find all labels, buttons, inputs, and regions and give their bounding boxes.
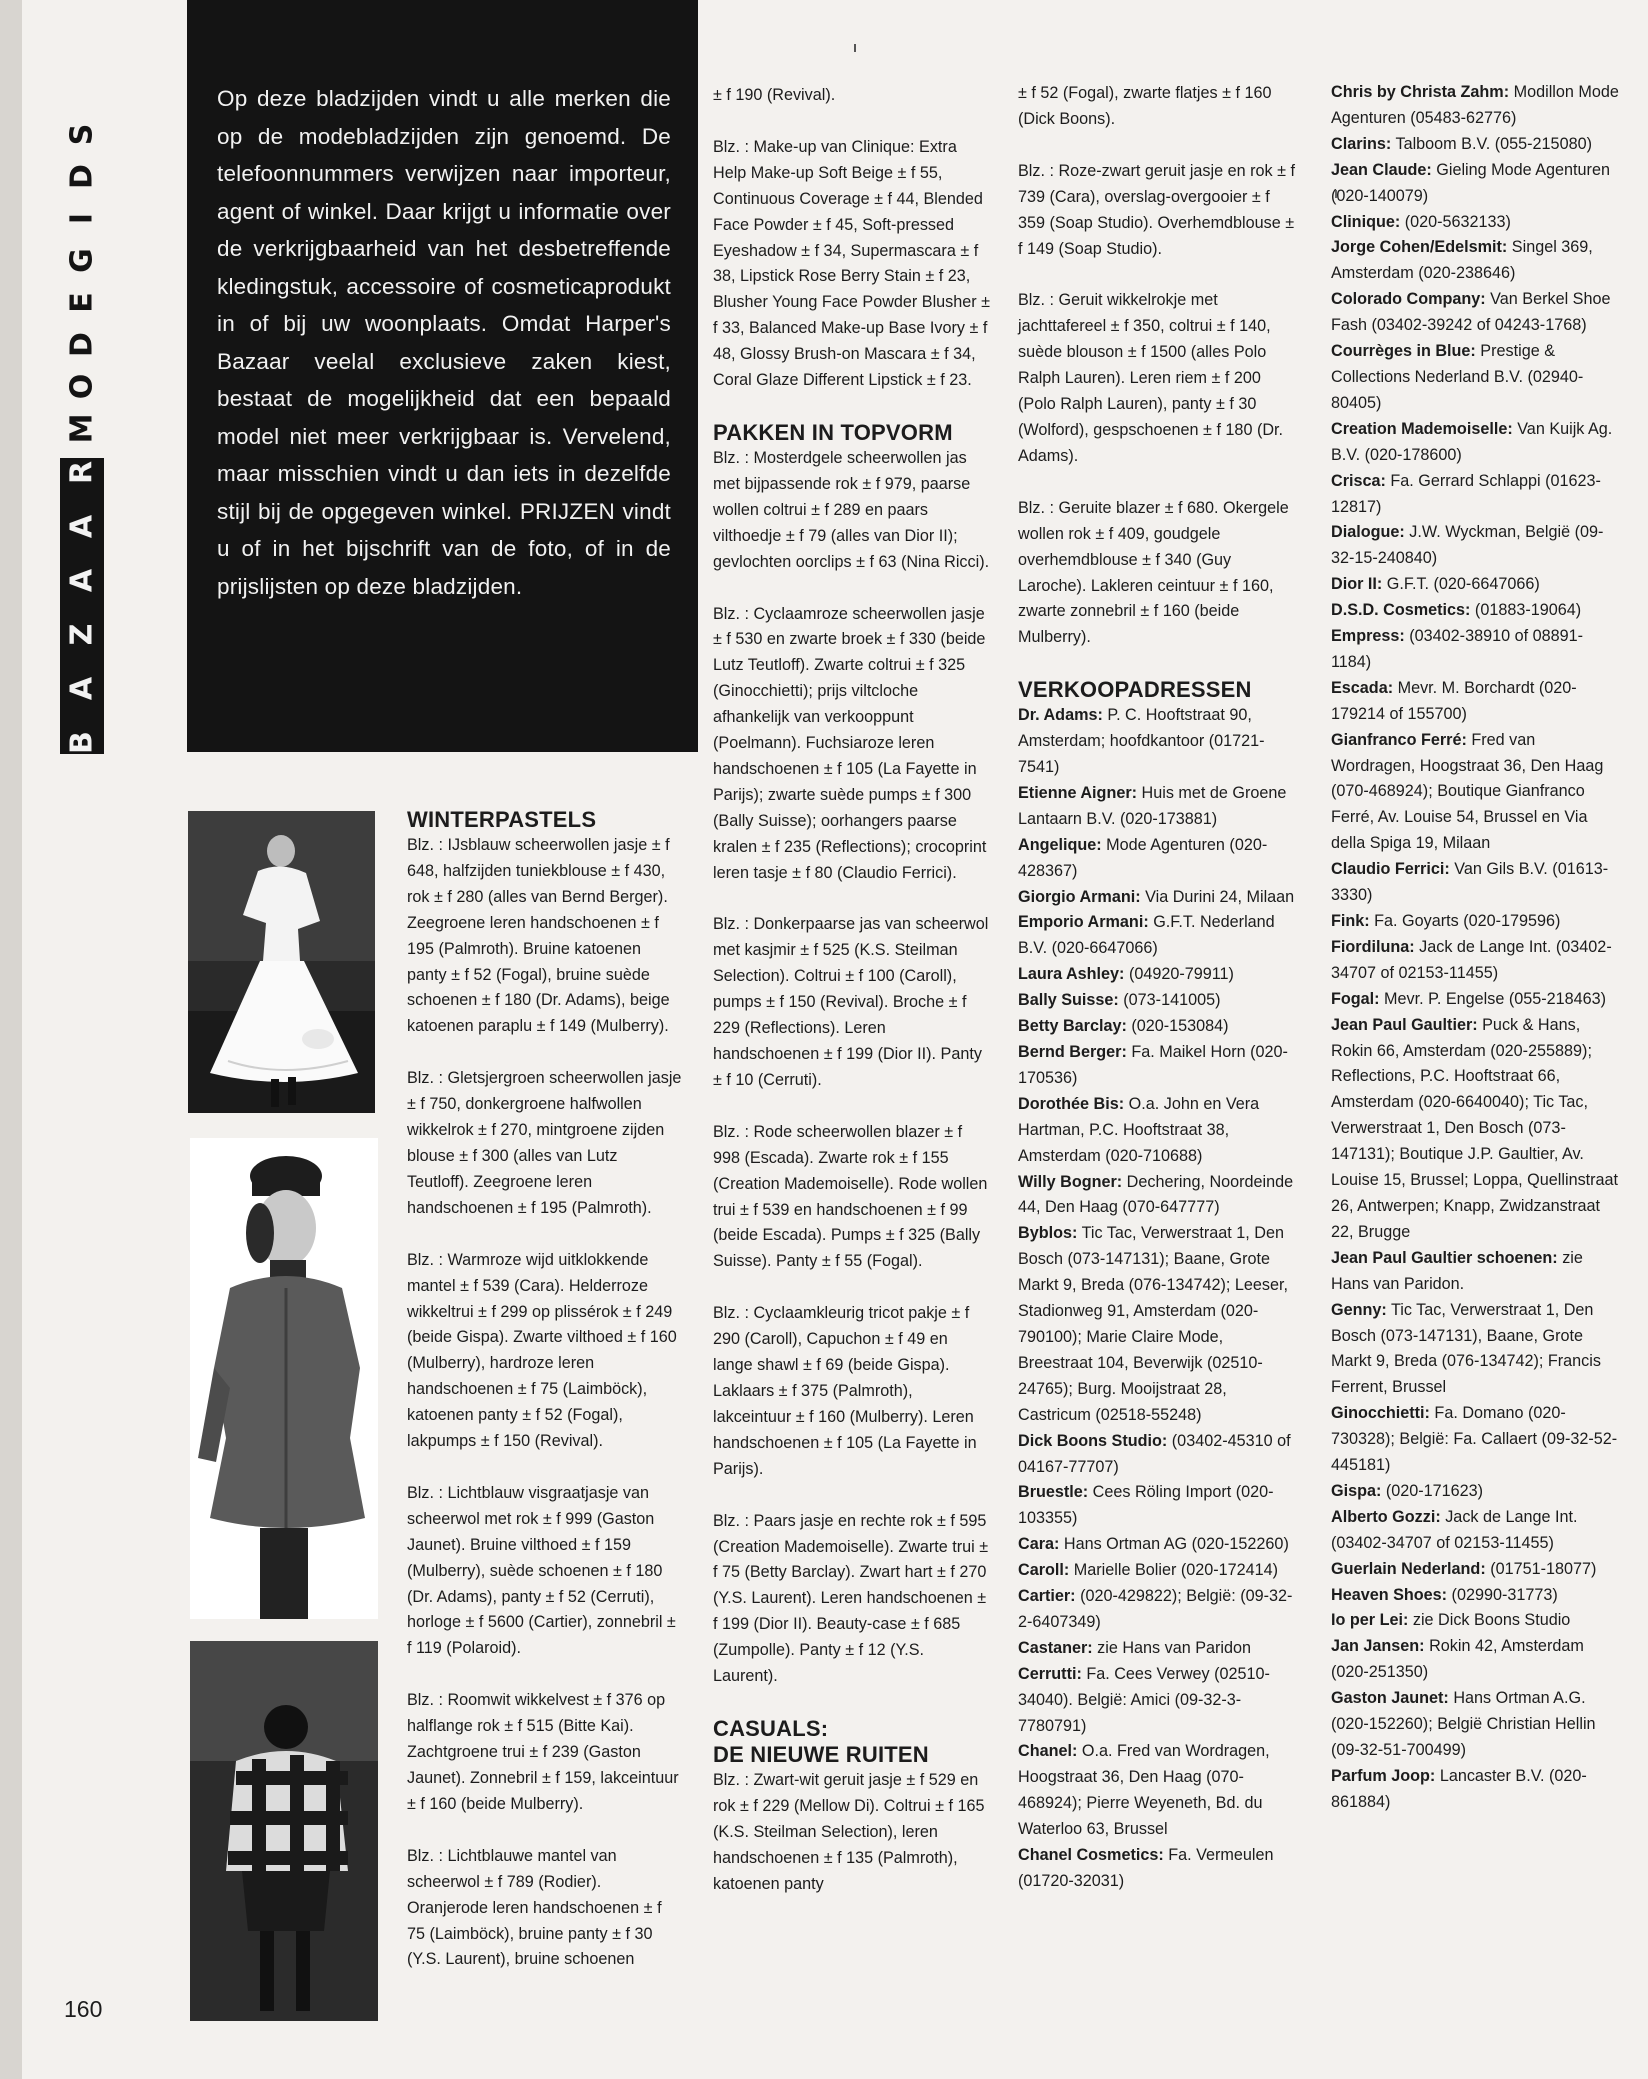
address-brand: Jorge Cohen/Edelsmit: [1331, 238, 1508, 257]
list-item: Blz. : Lichtblauw visgraatjasje van scheerwol met rok ± f 999 (Gaston Jaunet). Bruine vilthoed ± f 159 (Mulberry), suède schoenen ± f 180 (Dr. Adams), panty ± f 52 (Cerruti), horloge ± f 5600 (Cartier), zonnebril ± f 119 (Polaroid). [407, 1483, 676, 1658]
address-entry [1018, 1662, 1298, 1740]
address-details: O.a. Fred van Wordragen, Hoogstraat 36, Den Haag (070-468924); Pierre Weyeneth, Bd. du Waterloo 63, Brussel [1018, 1742, 1270, 1839]
address-brand: Gaston Jaunet: [1331, 1689, 1449, 1708]
address-brand: Escada: [1331, 678, 1394, 697]
address-entry [1018, 910, 1298, 962]
address-brand: Giorgio Armani: [1018, 887, 1141, 906]
address-brand: Chris by Christa Zahm: [1331, 83, 1510, 101]
address-details: Hans Ortman AG (020-152260) [1059, 1535, 1289, 1554]
address-list [1331, 80, 1621, 1816]
address-brand: Courrèges in Blue: [1331, 342, 1476, 361]
address-details: Mode Agenturen (020-428367) [1018, 835, 1268, 880]
address-details: (020-153084) [1126, 1017, 1229, 1036]
address-details: (020-5632133) [1400, 212, 1511, 231]
address-brand: Caroll: [1018, 1561, 1070, 1580]
address-entry [1018, 1480, 1298, 1532]
address-details: (03402-38910 of 08891-1184) [1331, 627, 1583, 671]
address-details: Tic Tac, Verwerstraat 1, Den Bosch (073-147131), Baane, Grote Markt 9, Breda (076-134742); Francis Ferrent, Brussel [1331, 1300, 1601, 1397]
address-entry [1331, 1583, 1621, 1609]
address-brand: Alberto Gozzi: [1331, 1507, 1441, 1526]
list-item: Blz. : Geruite blazer ± f 680. Okergele wollen rok ± f 409, goudgele overhemdblouse ± f 340 (Guy Laroche). Lakleren ceintuur ± f 160, zwarte zonnebril ± f 160 (beide Mulberry). [1018, 498, 1289, 647]
address-entry [1331, 80, 1621, 132]
address-brand: Claudio Ferrici: [1331, 860, 1450, 879]
address-entry [1331, 469, 1621, 521]
address-details: Puck & Hans, Rokin 66, Amsterdam (020-255889); Reflections, P.C. Hooftstraat 66, Amsterdam (020-6640040); Tic Tac, Verwerstraat 1, Den Bosch (073-147131); Boutique J.P. Gaultier, Av. Louise 15, Brussel; Loppa, Quellinstraat 26, Antwerpen; Knapp, Zwidzanstraat 22, Brugge [1331, 1015, 1619, 1241]
address-entry [1018, 781, 1298, 833]
address-brand: Gispa: [1331, 1481, 1382, 1500]
address-entry [1018, 1221, 1298, 1428]
address-details: Prestige & Collections Nederland B.V. (02940-80405) [1331, 342, 1584, 412]
address-details: Fa. Maikel Horn (020-170536) [1018, 1043, 1288, 1087]
list-item: Blz. : Roomwit wikkelvest ± f 376 op halflange rok ± f 515 (Bitte Kai). Zachtgroene trui ± f 239 (Gaston Jaunet). Zonnebril ± f 159, lakceintuur ± f 160 (beide Mulberry). [407, 1691, 679, 1813]
address-brand: Ginocchietti: [1331, 1404, 1430, 1423]
address-brand: Dr. Adams: [1018, 706, 1103, 725]
address-brand: Cerrutti: [1018, 1664, 1082, 1683]
address-details: Fred van Wordragen, Hoogstraat 36, Den Haag (070-468924); Boutique Gianfranco Ferré, Av. Louise 54, Brussel en Via della Spiga 19, Milaan [1331, 730, 1604, 853]
address-details: Jack de Lange Int. (03402-34707 of 02153-11455) [1331, 937, 1612, 982]
list-item: ± f 190 (Revival). [713, 86, 836, 104]
intro-text: Op deze bladzijden vindt u alle merken die op de modebladzijden zijn genoemd. De telefoonnummers verwijzen naar importeur, agent of winkel. Daar krijgt u informatie over de verkrijgbaarheid van het desbetreffende kledingstuk, accessoire of cosmeticaprodukt in of bij uw woonplaats. Omdat Harper's Bazaar veelal exclusieve zaken kiest, bestaat de mogelijkheid dat een bepaald model niet meer verkrijgbaar is. Vervelend, maar misschien vindt u dan iets in dezelfde stijl bij de opgegeven winkel. PRIJZEN vindt u of in het bijschrift van de foto, of in de prijslijsten op deze bladzijden. [217, 86, 671, 599]
address-entry [1331, 1764, 1621, 1816]
address-brand: Genny: [1331, 1300, 1387, 1319]
section-heading-verkoopadressen: VERKOOPADRESSEN [1018, 677, 1252, 703]
list-item: Blz. : Gletsjergroen scheerwollen jasje ± f 750, donkergroene halfwollen wikkelrok ± f 270, mintgroene zijden blouse ± f 300 (alles van Lutz Teutloff). Zeegroene leren handschoenen ± f 195 (Palmroth). [407, 1069, 682, 1217]
section-heading-winterpastels: WINTERPASTELS [407, 807, 597, 832]
address-entry [1018, 1739, 1298, 1843]
address-details: (01883-19064) [1470, 601, 1582, 620]
address-entry [1331, 1246, 1621, 1298]
address-details: Van Kuijk Ag. B.V. (020-178600) [1331, 419, 1613, 464]
address-details: G.F.T. Nederland B.V. (020-6647066) [1018, 913, 1275, 958]
address-details: Modillon Mode Agenturen (05483-62776) [1331, 83, 1619, 127]
column-verkoopadressen [1018, 81, 1298, 1895]
address-details: O.a. John en Vera Hartman, P.C. Hooftstraat 38, Amsterdam (020-710688) [1018, 1094, 1260, 1165]
address-entry [1018, 1040, 1298, 1092]
address-list [1018, 703, 1298, 1895]
address-details: Rokin 42, Amsterdam (020-251350) [1331, 1637, 1584, 1682]
address-details: zie Dick Boons Studio [1408, 1611, 1571, 1630]
address-details: Van Berkel Shoe Fash (03402-39242 of 04243-1768) [1331, 290, 1611, 335]
address-brand: Etienne Aigner: [1018, 783, 1138, 802]
column-winterpastels [407, 807, 683, 1973]
address-details: Fa. Domano (020-730328); België: Fa. Callaert (09-32-52-445181) [1331, 1404, 1618, 1475]
address-brand: Jean Claude: [1331, 160, 1432, 179]
address-entry [1331, 676, 1621, 728]
address-details: Singel 369, Amsterdam (020-238646) [1331, 238, 1593, 283]
address-details: Jack de Lange Int. (03402-34707 of 02153-11455) [1331, 1507, 1578, 1552]
section-heading-pakken: PAKKEN IN TOPVORM [713, 419, 953, 445]
address-brand: Fink: [1331, 912, 1370, 930]
page-edge [0, 0, 22, 2079]
address-entry [1331, 728, 1621, 858]
address-brand: Laura Ashley: [1018, 965, 1125, 984]
address-details: (020-171623) [1381, 1481, 1484, 1500]
address-details: G.F.T. (020-6647066) [1382, 575, 1540, 594]
address-brand: Dorothée Bis: [1018, 1094, 1125, 1113]
address-entry [1018, 1532, 1298, 1558]
address-details: Mevr. P. Engelse (055-218463) [1379, 989, 1607, 1008]
section-heading-casuals-sub: DE NIEUWE RUITEN [713, 1741, 929, 1767]
section-heading-casuals: CASUALS: [713, 1715, 829, 1741]
address-details: (04920-79911) [1124, 965, 1234, 984]
address-entry [1331, 235, 1621, 287]
address-details: (073-141005) [1118, 991, 1221, 1010]
address-entry [1018, 703, 1298, 781]
list-item: Blz. : Geruit wikkelrokje met jachttafereel ± f 350, coltrui ± f 140, suède blouson ± f 1500 (alles Polo Ralph Lauren). Leren riem ± f 200 (Polo Ralph Lauren), panty ± f 30 (Wolford), gespschoenen ± f 180 (Dr. Adams). [1018, 291, 1284, 465]
address-brand: Heaven Shoes: [1331, 1585, 1448, 1604]
list-item: Blz. : IJsblauw scheerwollen jasje ± f 648, halfzijden tuniekblouse ± f 430, rok ± f 280 (alles van Bernd Berger). Zeegroene leren handschoenen ± f 195 (Palmroth). Bruine katoenen panty ± f 52 (Fogal), bruine suède schoenen ± f 180 (Dr. Adams), beige katoenen paraplu ± f 149 (Mulberry). [407, 836, 670, 1036]
address-brand: Dick Boons Studio: [1018, 1431, 1168, 1450]
address-entry [1018, 1558, 1298, 1584]
address-brand: Parfum Joop: [1331, 1766, 1436, 1785]
address-brand: Clinique: [1331, 212, 1401, 231]
address-brand: Castaner: [1018, 1638, 1093, 1657]
address-entry [1018, 1170, 1298, 1222]
address-details: Mevr. M. Borchardt (020-179214 of 155700) [1331, 678, 1577, 723]
address-brand: Crisca: [1331, 471, 1386, 490]
address-details: Talboom B.V. (055-215080) [1391, 134, 1592, 153]
address-brand: Jean Paul Gaultier schoenen: [1331, 1248, 1558, 1267]
address-entry [1331, 1298, 1621, 1402]
address-brand: Fiordiluna: [1331, 937, 1415, 956]
address-details: Huis met de Groene Lantaarn B.V. (020-173881) [1018, 783, 1287, 828]
list-item: Blz. : Make-up van Clinique: Extra Help Make-up Soft Beige ± f 55, Continuous Coverage ± f 44, Blended Face Powder ± f 45, Soft-pressed Eyeshadow ± f 34, Supermascara ± f 38, Lipstick Rose Berry Stain ± f 23, Blusher Young Face Powder Blusher ± f 33, Balanced Make-up Base Ivory ± f 48, Glossy Brush-on Mascara ± f 34, Coral Glaze Different Lipstick ± f 23. [713, 137, 991, 390]
address-details: Tic Tac, Verwerstraat 1, Den Bosch (073-147131); Baane, Grote Markt 9, Breda (076-134742); Leeser, Stadionweg 91, Amsterdam (020-790100); Marie Claire Mode, Breestraat 104, Beverwijk (02510-24765); Burg. Mooijstraat 28, Castricum (02518-55248) [1018, 1224, 1288, 1424]
address-details: (01751-18077) [1485, 1559, 1597, 1578]
address-entry [1331, 935, 1621, 987]
address-brand: Dior II: [1331, 575, 1383, 594]
column-addresses-2 [1331, 80, 1621, 1816]
address-brand: Clarins: [1331, 134, 1392, 153]
address-entry [1331, 1013, 1621, 1246]
list-item: Blz. : Cyclaamroze scheerwollen jasje ± f 530 en zwarte broek ± f 330 (beide Lutz Teutloff). Zwarte coltrui ± f 325 (Ginocchietti); prijs viltcloche afhankelijk van verkooppunt (Poelmann). Fuchsiaroze leren handschoenen ± f 105 (La Fayette in Parijs); zwarte suède pumps ± f 300 (Bally Suisse); oorhangers paarse kralen ± f 235 (Reflections); crocoprint leren tasje ± f 80 (Claudio Ferrici). [713, 604, 987, 882]
list-item: Blz. : Rode scheerwollen blazer ± f 998 (Escada). Zwarte rok ± f 155 (Creation Mademoiselle). Rode wollen trui ± f 539 en handschoenen ± f 99 (beide Escada). Pumps ± f 325 (Bally Suisse). Panty ± f 55 (Fogal). [713, 1122, 988, 1271]
page-number: 160 [64, 1996, 103, 2022]
address-entry [1018, 833, 1298, 885]
address-entry [1331, 1479, 1621, 1505]
address-entry [1331, 598, 1621, 624]
address-brand: Willy Bogner: [1018, 1172, 1123, 1191]
address-brand: Cartier: [1018, 1587, 1076, 1606]
address-entry [1331, 1608, 1621, 1634]
address-details: P. C. Hooftstraat 90, Amsterdam; hoofdkantoor (01721-7541) [1018, 706, 1265, 777]
address-details: (02990-31773) [1447, 1585, 1558, 1604]
address-brand: Emporio Armani: [1018, 913, 1149, 932]
photo-plaid-jacket [190, 1641, 378, 2021]
address-entry [1331, 417, 1621, 469]
address-details: Via Durini 24, Milaan [1140, 887, 1295, 906]
address-brand: Jean Paul Gaultier: [1331, 1015, 1478, 1034]
address-details: Fa. Goyarts (020-179596) [1369, 912, 1561, 930]
address-entry [1331, 520, 1621, 572]
address-details: Van Gils B.V. (01613-3330) [1331, 860, 1609, 905]
address-entry [1018, 885, 1298, 911]
address-entry [1331, 1401, 1621, 1479]
address-brand: Gianfranco Ferré: [1331, 730, 1467, 749]
address-details: Gieling Mode Agenturen (020-140079) [1331, 160, 1610, 205]
address-entry [1331, 987, 1621, 1013]
address-details: Marielle Bolier (020-172414) [1069, 1561, 1279, 1580]
address-details: zie Hans van Paridon [1092, 1638, 1252, 1657]
address-entry [1018, 1092, 1298, 1170]
address-entry [1331, 1634, 1621, 1686]
address-entry [1331, 132, 1621, 158]
address-entry [1331, 1686, 1621, 1764]
address-entry [1331, 210, 1621, 236]
address-brand: Chanel Cosmetics: [1018, 1846, 1164, 1865]
address-brand: Fogal: [1331, 989, 1380, 1008]
address-details: (020-429822); België: (09-32-2-6407349) [1018, 1587, 1293, 1631]
address-brand: Dialogue: [1331, 523, 1405, 542]
list-item: Blz. : Cyclaamkleurig tricot pakje ± f 290 (Caroll), Capuchon ± f 49 en lange shawl ± f 69 (beide Gispa). Laklaars ± f 375 (Palmroth), lakceintuur ± f 160 (Mulberry). Leren handschoenen ± f 105 (La Fayette in Parijs). [713, 1304, 977, 1478]
address-entry [1018, 962, 1298, 988]
address-entry [1018, 1843, 1298, 1895]
address-details: Fa. Gerrard Schlappi (01623-12817) [1331, 471, 1601, 516]
address-brand: Angelique: [1018, 835, 1102, 854]
address-brand: Colorado Company: [1331, 290, 1486, 309]
address-brand: Bruestle: [1018, 1483, 1089, 1502]
address-details: Lancaster B.V. (020-861884) [1331, 1766, 1587, 1811]
photo-white-dress [188, 811, 375, 1113]
address-brand: Chanel: [1018, 1742, 1078, 1761]
address-brand: Creation Mademoiselle: [1331, 419, 1513, 438]
column-pakken [713, 83, 991, 1897]
address-brand: Bally Suisse: [1018, 991, 1119, 1010]
address-entry [1331, 909, 1621, 935]
address-details: Dechering, Noordeinde 44, Den Haag (070-647777) [1018, 1172, 1294, 1217]
list-item: ± f 52 (Fogal), zwarte flatjes ± f 160 (Dick Boons). [1018, 84, 1272, 128]
address-entry [1331, 339, 1621, 417]
list-item: Blz. : Lichtblauwe mantel van scheerwol ± f 789 (Rodier). Oranjerode leren handschoenen ± f 75 (Laimböck), bruine panty ± f 30 (Y.S. Laurent), bruine schoenen [407, 1846, 662, 1969]
intro-box [187, 0, 698, 752]
address-brand: Jan Jansen: [1331, 1637, 1425, 1656]
address-brand: Bernd Berger: [1018, 1043, 1127, 1061]
address-details: zie Hans van Paridon. [1331, 1248, 1583, 1293]
address-brand: Empress: [1331, 627, 1405, 646]
address-entry [1331, 624, 1621, 676]
address-entry [1018, 1636, 1298, 1662]
list-item: Blz. : Zwart-wit geruit jasje ± f 529 en rok ± f 229 (Mellow Di). Coltrui ± f 165 (K.S. Steilman Selection), leren handschoenen ± f 135 (Palmroth), katoenen panty [713, 1770, 985, 1893]
divider-mark [854, 44, 856, 52]
address-entry [1331, 572, 1621, 598]
address-brand: Byblos: [1018, 1224, 1078, 1243]
address-entry [1331, 158, 1621, 210]
address-details: Hans Ortman A.G. (020-152260); België Christian Hellin (09-32-51-700499) [1331, 1689, 1596, 1759]
list-item: Blz. : Roze-zwart geruit jasje en rok ± f 739 (Cara), overslag-overgooier ± f 359 (Soap Studio). Overhemdblouse ± f 149 (Soap Studio). [1018, 161, 1295, 258]
address-brand: D.S.D. Cosmetics: [1331, 601, 1471, 620]
address-details: Fa. Vermeulen (01720-32031) [1018, 1846, 1274, 1890]
address-brand: Betty Barclay: [1018, 1017, 1127, 1036]
list-item: Blz. : Donkerpaarse jas van scheerwol met kasjmir ± f 525 (K.S. Steilman Selection). Coltrui ± f 100 (Caroll), pumps ± f 150 (Revival). Broche ± f 229 (Reflections). Leren handschoenen ± f 199 (Dior II). Panty ± f 10 (Cerruti). [713, 915, 989, 1089]
address-entry [1331, 1557, 1621, 1583]
address-details: (03402-45310 of 04167-77707) [1018, 1431, 1291, 1476]
address-entry [1018, 1429, 1298, 1481]
address-details: J.W. Wyckman, België (09-32-15-240840) [1331, 523, 1604, 568]
list-item: Blz. : Warmroze wijd uitklokkende mantel ± f 539 (Cara). Helderroze wikkeltrui ± f 299 op plissérok ± f 249 (beide Gispa). Zwarte vilthoed ± f 160 (Mulberry), hardroze leren handschoenen ± f 75 (Laimböck), katoenen panty ± f 52 (Fogal), lakpumps ± f 150 (Revival). [407, 1250, 677, 1451]
list-item: Blz. : Mosterdgele scheerwollen jas met bijpassende rok ± f 979, paarse wollen coltrui ± f 289 en paars vilthoedje ± f 79 (alles van Dior II); gevlochten oorclips ± f 63 (Nina Ricci). [713, 448, 990, 571]
list-item: Blz. : Paars jasje en rechte rok ± f 595 (Creation Mademoiselle). Zwarte trui ± f 75 (Betty Barclay). Zwart hart ± f 270 (Y.S. Laurent). Leren handschoenen ± f 199 (Dior II). Beauty-case ± f 685 (Zumpolle). Panty ± f 12 (Y.S. Laurent). [713, 1511, 989, 1686]
address-details: Fa. Cees Verwey (02510-34040). België: Amici (09-32-3-7780791) [1018, 1664, 1270, 1735]
address-entry [1018, 1584, 1298, 1636]
photo-coat-hat [190, 1138, 378, 1619]
address-entry [1331, 857, 1621, 909]
address-brand: Guerlain Nederland: [1331, 1559, 1486, 1578]
address-entry [1018, 988, 1298, 1014]
address-details: Cees Röling Import (020-103355) [1018, 1483, 1274, 1528]
address-brand: Io per Lei: [1331, 1611, 1409, 1630]
address-entry [1331, 1505, 1621, 1557]
address-brand: Cara: [1018, 1535, 1060, 1554]
address-entry [1331, 287, 1621, 339]
address-entry [1018, 1014, 1298, 1040]
